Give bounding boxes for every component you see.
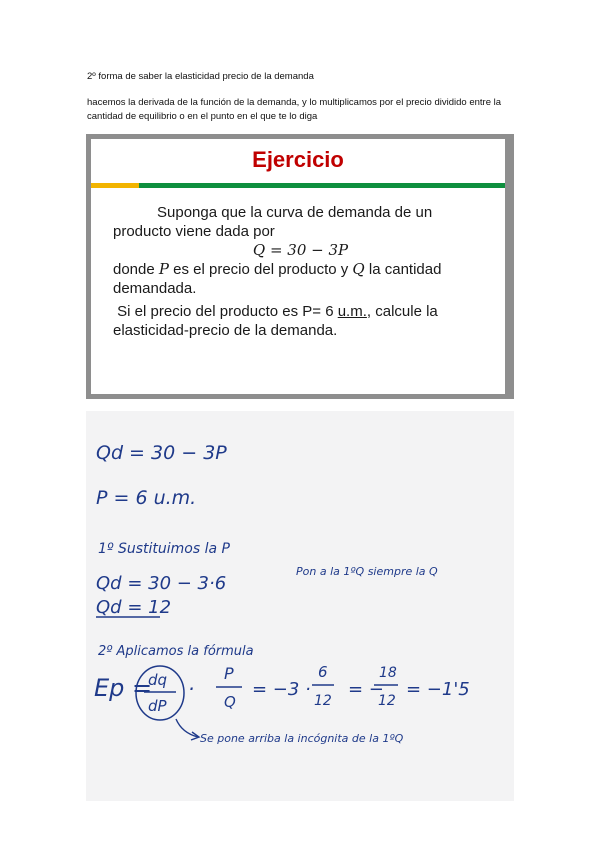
slide-equation: Q = 30 − 3P	[252, 241, 349, 259]
hw-substitution: Qd = 30 − 3·6	[96, 573, 227, 594]
hw-note-bottom: Se pone arriba la incógnita de la 1ºQ	[200, 732, 404, 745]
hw-dot: ·	[188, 677, 195, 701]
handwriting-svg	[86, 411, 514, 801]
hw-p: P	[224, 664, 234, 683]
intro-paragraph: hacemos la derivada de la función de la demanda, y lo multiplicamos por el precio dividido entre la cantidad de equilibrio o en el punto en el que te lo diga	[87, 97, 502, 122]
hw-six: 6	[318, 663, 328, 681]
page-heading: 2º forma de saber la elasticidad precio de la demanda	[87, 71, 314, 82]
slide-body	[113, 203, 488, 340]
slide-text-line1: Suponga que la curva de demanda de un producto viene dada por	[113, 204, 433, 240]
hw-q: Q	[224, 693, 236, 711]
hw-result: = −1'5	[406, 679, 470, 700]
hw-dq: dq	[148, 671, 168, 689]
hw-twelve-2: 12	[378, 693, 396, 709]
slide-text-line2: donde P es el precio del producto y Q la cantidad demandada.	[113, 260, 442, 297]
hw-step2: 2º Aplicamos la fórmula	[98, 644, 254, 659]
slide	[91, 139, 505, 394]
slide-image	[86, 134, 514, 399]
hw-line-demand: Qd = 30 − 3P	[96, 442, 227, 464]
hw-step1: 1º Sustituimos la P	[98, 541, 230, 557]
handwritten-notes-photo	[86, 411, 514, 801]
slide-title: Ejercicio	[252, 147, 344, 172]
hw-result-qd: Qd = 12	[96, 597, 172, 618]
hw-eighteen: 18	[379, 665, 397, 681]
slide-accent-bar-green	[139, 183, 505, 188]
hw-eq1: = −3 ·	[252, 679, 311, 700]
hw-eq2: = −	[348, 679, 384, 700]
slide-text-line3: Si el precio del producto es P= 6 u.m., calcule la elasticidad-precio de la demanda.	[113, 303, 438, 339]
slide-accent-bar-yellow	[91, 183, 139, 188]
hw-ep: Ep =	[94, 674, 153, 702]
hw-line-price: P = 6 u.m.	[96, 487, 197, 509]
hw-dp: dP	[148, 697, 167, 715]
hw-note-side: Pon a la 1ºQ siempre la Q	[296, 565, 438, 578]
hw-twelve: 12	[314, 693, 332, 709]
